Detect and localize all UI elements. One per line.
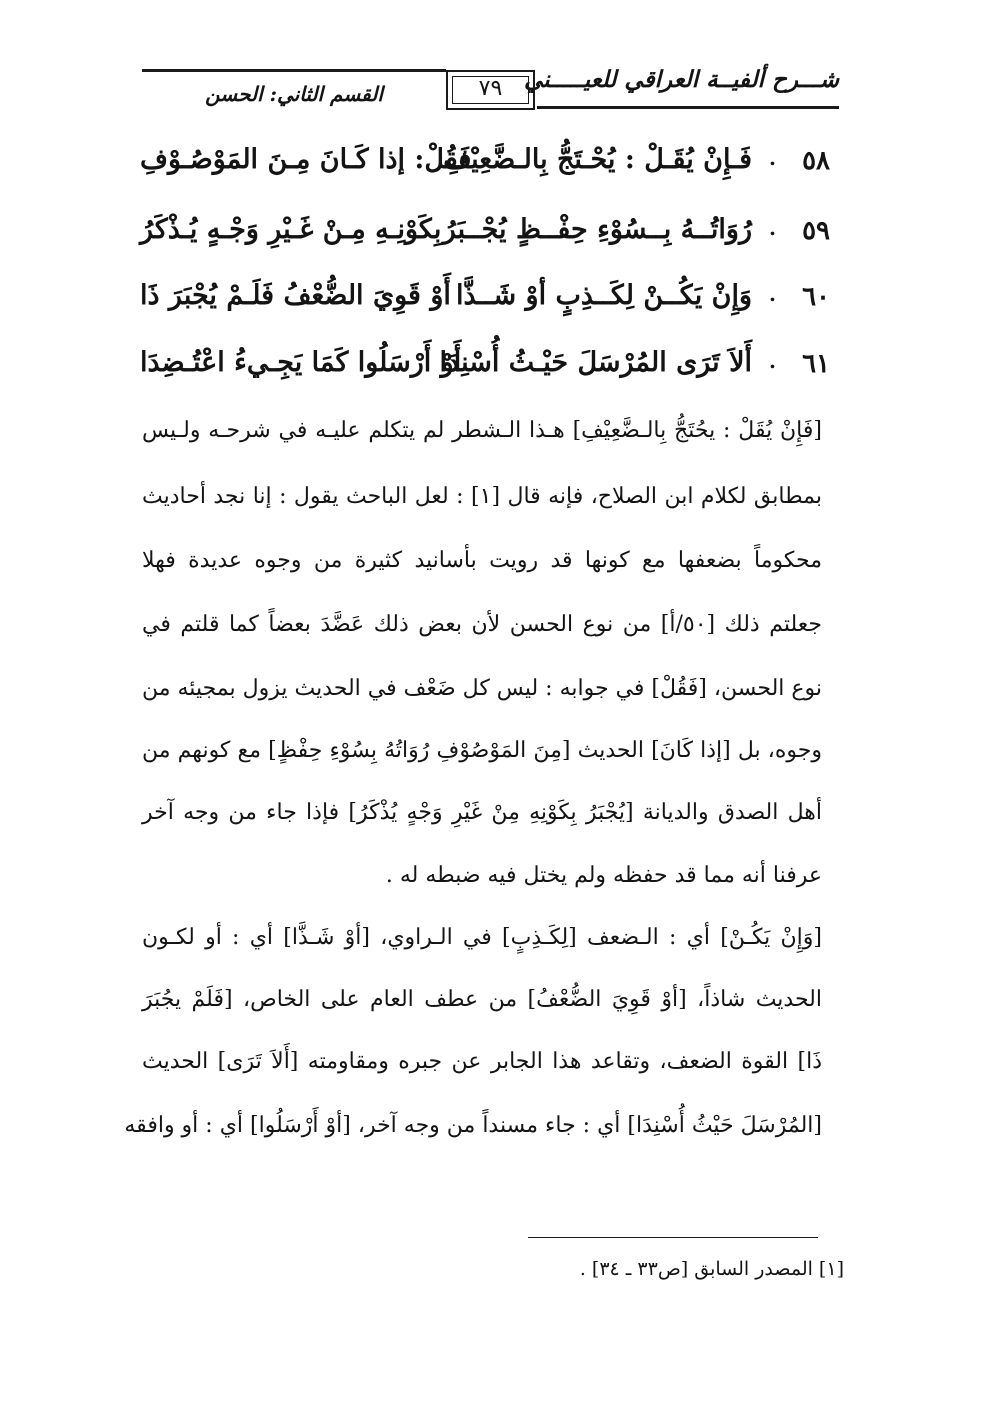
paragraph-1-line: عرفنا أنه مما قد حفظه ولم يختل فيه ضبطه له . — [385, 863, 822, 888]
verse-second-hemistich: فَقُلْ: إذا كَـانَ مِـنَ المَوْصُـوْفِ — [140, 144, 472, 175]
paragraph-2-line: [وَإِنْ يَكُـنْ] أي : الـضعف [لِكَـذِبٍ] في الـراوي، [أوْ شَـذَّا] أي : أو لكـون — [142, 925, 822, 950]
paragraph-2-line: الحديث شاذاً، [أوْ قَوِيَ الضُّعْفُ] من عطف العام على الخاص، [فَلَمْ يجُبَرَ — [142, 987, 822, 1012]
header-rule-right — [537, 106, 839, 109]
verse-number: ٥٨ — [802, 146, 830, 176]
paragraph-1-line: محكوماً بضعفها مع كونها قد رويت بأسانيد كثيرة من وجوه عديدة فهلا — [142, 548, 822, 573]
paragraph-1-line: جعلتم ذلك [٥٠/أ] من نوع الحسن لأن بعض ذلك عَضَّدَ بعضاً كما قلتم في — [142, 612, 822, 637]
verse-second-hemistich: أَوْ قَوِيَ الضُّعْفُ فَلَـمْ يُجْبَرَ ذَا — [140, 280, 451, 311]
header-section-title: القسم الثاني: الحسن — [205, 82, 383, 106]
page-number-box — [446, 70, 535, 110]
paragraph-2-line: ذَا] القوة الضعف، وتقاعد هذا الجابر عن جبره ومقاومته [أَلاَ تَرَى] الحديث — [142, 1049, 822, 1074]
paragraph-1-line: [فَإِنْ يُقَلْ : يحُتَجُّ بِالـضَّعِيْفِ] هـذا الـشطر لم يتكلم عليـه في شرحـه ولـيس — [142, 418, 822, 443]
verse-separator: . — [769, 349, 776, 373]
paragraph-1-line: بمطابق لكلام ابن الصلاح، فإنه قال [١] : لعل الباحث يقول : إنا نجد أحاديث — [142, 484, 822, 509]
verse-58 — [140, 142, 830, 192]
verse-separator: . — [769, 146, 776, 170]
verse-second-hemistich: بِكَوْنِـهِ مِـنْ غَـيْرِ وَجْـهٍ يُـذْكَرُ — [140, 214, 442, 245]
header-rule-left — [142, 69, 446, 72]
verse-number: ٦١ — [802, 349, 830, 379]
verse-second-hemistich: أَوْ أَرْسَلُوا كَمَا يَجِـيءُ اعْتُـضِدَا — [140, 347, 462, 378]
verse-first-hemistich: فَـإِنْ يُقَـلْ : يُحْـتَجُّ بِالـضَّعِيْفِ — [443, 144, 752, 175]
verse-number: ٥٩ — [802, 216, 830, 246]
verse-first-hemistich: رُوَاتُــهُ بِــسُوْءِ حِفْــظٍ يُجْــبَرُ — [442, 214, 752, 245]
paragraph-2-line: [المُرْسَلَ حَيْثُ أُسْنِدَا] أي : جاء مسنداً من وجه آخر، [أوْ أَرْسَلُوا] أي : أو وافقه — [124, 1113, 822, 1138]
header-book-title: شـــرح ألفيــة العراقي للعيـــــني — [523, 66, 839, 93]
footnote-divider — [528, 1237, 818, 1238]
verse-number: ٦٠ — [802, 282, 830, 312]
paragraph-1-line: نوع الحسن، [فَقُلْ] في جوابه : ليس كل ضَعْف في الحديث يزول بمجيئه من — [141, 676, 822, 701]
page-number: ٧٩ — [478, 76, 503, 101]
verse-first-hemistich: وَإِنْ يَكُــنْ لِكَــذِبٍ أوْ شَــذَّا — [456, 280, 752, 311]
verse-59 — [140, 212, 830, 262]
paragraph-1-line: وجوه، بل [إذا كَانَ] الحديث [مِنَ المَوْصُوْفِ رُوَاتُهُ بِسُوْءِ حِفْظٍ] مع كونهم من — [142, 738, 822, 763]
verse-separator: . — [769, 282, 776, 306]
verse-60 — [140, 278, 830, 328]
verse-separator: . — [769, 216, 776, 240]
verse-61 — [140, 345, 830, 395]
paragraph-1-line: أهل الصدق والديانة [يُجْبَرُ بِكَوْنِهِ مِنْ غَيْرِ وَجْهٍ يُذْكَرُ] فإذا جاء من وجه آخر — [142, 800, 822, 825]
footnote: [١] المصدر السابق [ص٣٣ ـ ٣٤] . — [579, 1258, 844, 1280]
verse-first-hemistich: أَلاَ تَرَى المُرْسَلَ حَيْـثُ أُسْنِدَا — [439, 347, 752, 378]
